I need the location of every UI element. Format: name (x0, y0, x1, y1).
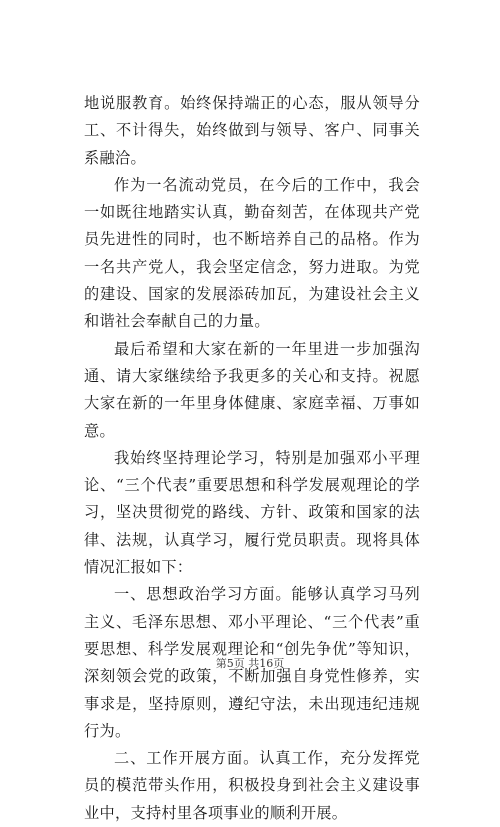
paragraph-5: 一、思想政治学习方面。能够认真学习马列主义、毛泽东思想、邓小平理论、“三个代表”重要思想、科学发展观理论和“创先争优”等知识，深刻领会党的政策，不断加强自身党性修养，实事求是，坚持原则，遵纪守法，未出现违纪违规行为。 (84, 585, 420, 740)
paragraph-6: 二、工作开展方面。认真工作，充分发挥党员的模范带头作用，积极投身到社会主义建设事业中，支持村里各项事业的顺利开展。 (84, 749, 420, 822)
paragraph-3: 最后希望和大家在新的一年里进一步加强沟通、请大家继续给予我更多的关心和支持。祝愿大家在新的一年里身体健康、家庭幸福、万事如意。 (84, 339, 420, 440)
paragraph-2: 作为一名流动党员，在今后的工作中，我会一如既往地踏实认真，勤奋刻苦，在体现共产党员先进性的同时，也不断培养自己的品格。作为一名共产党人，我会坚定信念，努力进取。为党的建设、国家的发展添砖加瓦，为建设社会主义和谐社会奉献自己的力量。 (84, 175, 420, 331)
paragraph-4: 我始终坚持理论学习，特别是加强邓小平理论、“三个代表”重要思想和科学发展观理论的学习，坚决贯彻党的路线、方针、政策和国家的法律、法规，认真学习，履行党员职责。现将具体情况汇报如下： (84, 448, 420, 577)
paragraph-1: 地说服教育。始终保持端正的心态，服从领导分工、不计得失，始终做到与领导、客户、同事关系融洽。 (84, 94, 420, 167)
page-number-footer: 第5页 共16页 (215, 657, 285, 670)
document-body (84, 90, 420, 827)
